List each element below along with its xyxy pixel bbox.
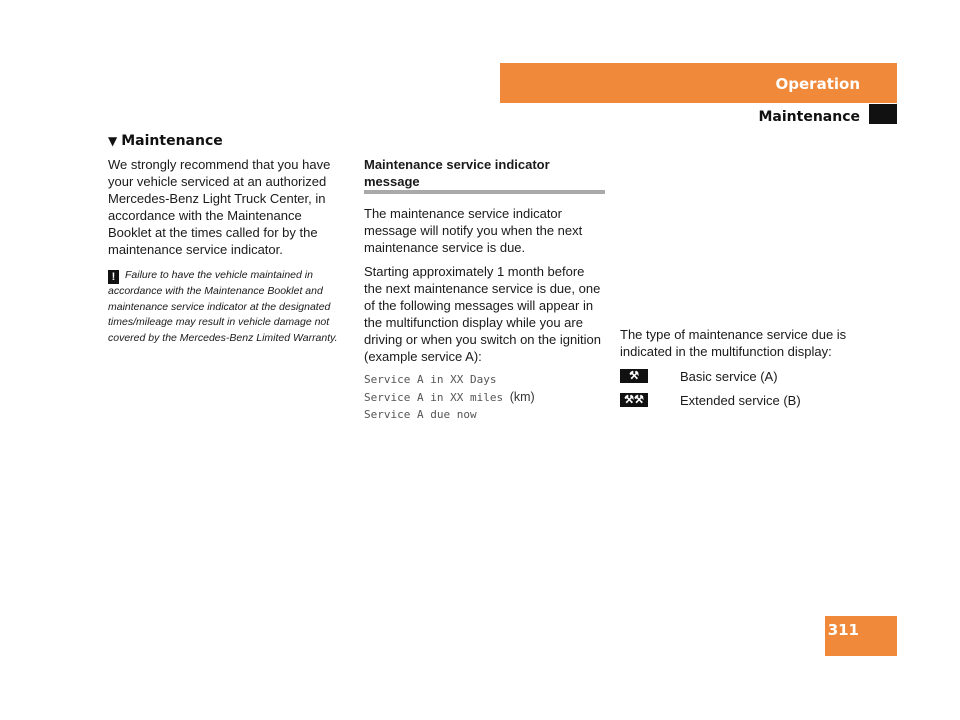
service-label: Extended service (B): [680, 393, 801, 408]
display-message: [364, 389, 604, 407]
section-header-bar: [500, 63, 897, 103]
display-message-text: Service A in XX miles: [364, 390, 504, 404]
page-number-box: [825, 616, 897, 656]
display-messages: [364, 371, 604, 424]
section-heading: [108, 133, 223, 149]
indicator-paragraph: The maintenance service indicator message will notify you when the next maintenance service is due.: [364, 206, 583, 255]
section-title: Operation: [775, 75, 860, 93]
warning-note: [108, 268, 350, 346]
display-message-unit: (km): [509, 389, 535, 404]
heading-rule: [364, 190, 605, 194]
subsection-heading: Maintenance service indicator message: [364, 157, 550, 189]
intro-paragraph: We strongly recommend that you have your vehicle serviced at an authorized Mercedes-Benz Light Truck Center, in accordance with the Maintenance Booklet at the times called for by the maintenance service indicator.: [108, 157, 331, 257]
subsection-title: Maintenance: [758, 109, 860, 125]
service-row-extended: [620, 393, 860, 411]
page-number: 311: [827, 621, 859, 639]
display-message: Service A in XX Days: [364, 373, 497, 386]
service-row-basic: [620, 369, 860, 387]
section-heading-text: Maintenance: [121, 133, 223, 149]
timing-paragraph: Starting approximately 1 month before the next maintenance service is due, one of the following messages will appear in the multifunction display while you are driving or when you switch on the ignition (example service A):: [364, 264, 602, 364]
triangle-marker-icon: ▼: [108, 134, 118, 148]
wrench-icon: ⚒: [620, 369, 648, 383]
service-label: Basic service (A): [680, 369, 778, 384]
warning-text: Failure to have the vehicle maintained in accordance with the Maintenance Booklet and maintenance service indicator at the designated times/mileage may result in vehicle damage not covered by the Mercedes-Benz Limited Warranty.: [108, 269, 338, 344]
exclamation-icon: !: [108, 270, 119, 284]
subsection-marker: [869, 104, 897, 124]
display-message: Service A due now: [364, 408, 477, 421]
service-type-paragraph: The type of maintenance service due is indicated in the multifunction display:: [620, 327, 847, 359]
double-wrench-icon: ⚒⚒: [620, 393, 648, 407]
